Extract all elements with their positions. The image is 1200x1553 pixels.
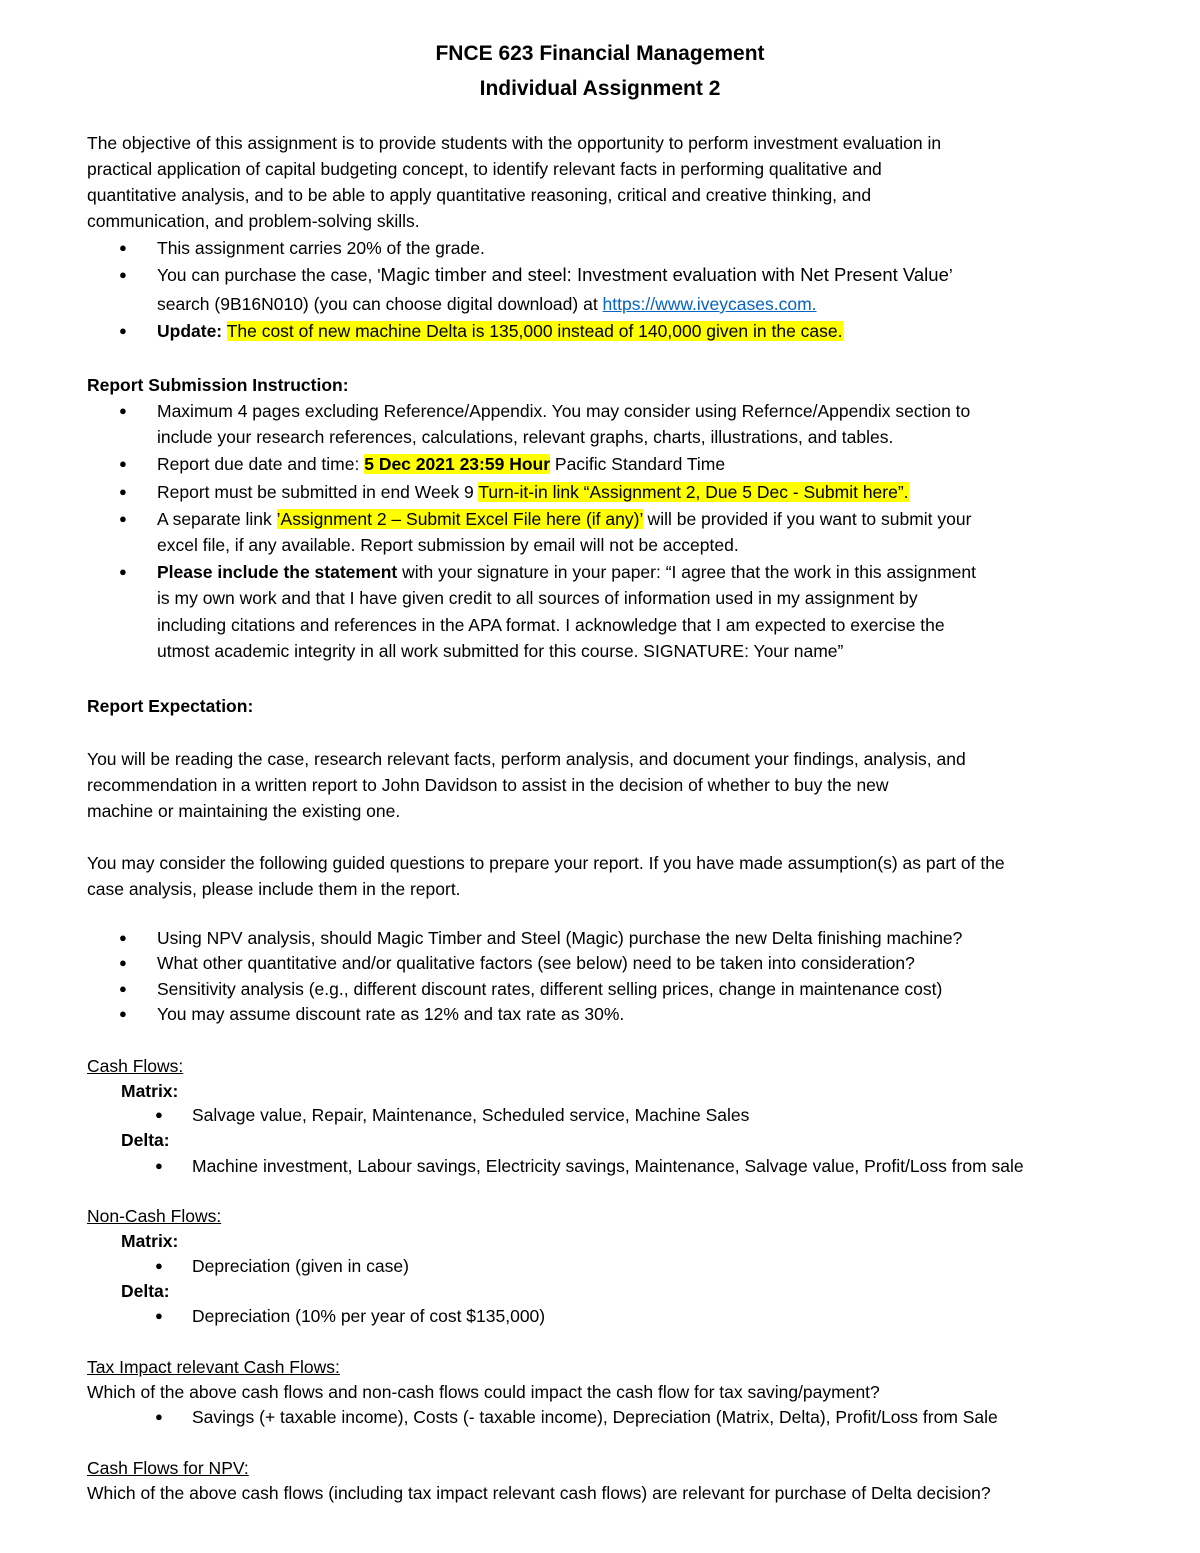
bullet-icon: ● bbox=[119, 1006, 127, 1021]
sub-heading: Matrix: bbox=[121, 1081, 179, 1101]
bullet-icon: ● bbox=[119, 323, 127, 338]
intro-line: practical application of capital budgeting concept, to identify relevant facts in performing qualitative and bbox=[87, 159, 882, 179]
intro-line: communication, and problem-solving skills. bbox=[87, 211, 420, 231]
due-prefix: Report due date and time: bbox=[157, 454, 365, 474]
paragraph-line: case analysis, please include them in the report. bbox=[87, 879, 461, 899]
list-item-continuation: utmost academic integrity in all work submitted for this course. SIGNATURE: Your name” bbox=[157, 641, 844, 661]
list-item-continuation: including citations and references in the APA format. I acknowledge that I am expected to exercise the bbox=[157, 615, 945, 635]
document-title: FNCE 623 Financial Management bbox=[435, 42, 765, 65]
list-item: Sensitivity analysis (e.g., different discount rates, different selling prices, change in maintenance cost) bbox=[157, 979, 943, 999]
paragraph-line: You may consider the following guided questions to prepare your report. If you have made assumption(s) as part of the bbox=[87, 853, 1005, 873]
list-item: Depreciation (given in case) bbox=[192, 1256, 409, 1276]
list-item bbox=[157, 451, 1097, 478]
due-date: 5 Dec 2021 23:59 Hour bbox=[364, 454, 551, 474]
paragraph-line: Which of the above cash flows (including tax impact relevant cash flows) are relevant for purchase of Delta decision? bbox=[87, 1483, 991, 1503]
bullet-icon: ● bbox=[155, 1308, 163, 1323]
list-item: Salvage value, Repair, Maintenance, Scheduled service, Machine Sales bbox=[192, 1105, 750, 1125]
bullet-icon: ● bbox=[155, 1107, 163, 1122]
sub-heading: Delta: bbox=[121, 1130, 170, 1150]
list-item bbox=[157, 479, 1097, 506]
list-item: Machine investment, Labour savings, Electricity savings, Maintenance, Salvage value, Profit/Loss from sale bbox=[192, 1156, 1024, 1176]
purchase-suffix: ’ bbox=[948, 265, 953, 285]
submit-prefix: Report must be submitted in end Week 9 bbox=[157, 482, 479, 502]
excel-prefix: A separate link bbox=[157, 509, 277, 529]
bullet-icon: ● bbox=[119, 564, 127, 579]
section-heading: Report Expectation: bbox=[87, 696, 254, 716]
bullet-icon: ● bbox=[119, 484, 127, 499]
paragraph-line: Which of the above cash flows and non-cash flows could impact the cash flow for tax saving/payment? bbox=[87, 1382, 880, 1402]
list-item bbox=[157, 506, 1097, 533]
statement-text: with your signature in your paper: “I agree that the work in this assignment bbox=[397, 562, 976, 582]
bullet-icon: ● bbox=[155, 1158, 163, 1173]
document-subtitle: Individual Assignment 2 bbox=[479, 77, 721, 100]
paragraph-line: recommendation in a written report to John Davidson to assist in the decision of whether to buy the new bbox=[87, 775, 889, 795]
list-item: Savings (+ taxable income), Costs (- taxable income), Depreciation (Matrix, Delta), Profit/Loss from Sale bbox=[192, 1407, 998, 1427]
list-item-continuation bbox=[157, 291, 1097, 318]
bullet-icon: ● bbox=[155, 1409, 163, 1424]
case-title: Magic timber and steel: Investment evaluation with Net Present Value bbox=[380, 264, 949, 285]
sub-heading: Matrix: bbox=[121, 1231, 179, 1251]
statement-label: Please include the statement bbox=[157, 562, 398, 582]
excel-link-text: ’Assignment 2 – Submit Excel File here (if any)’ bbox=[276, 509, 643, 529]
list-item bbox=[157, 262, 1097, 289]
list-item: What other quantitative and/or qualitative factors (see below) need to be taken into consideration? bbox=[157, 953, 915, 973]
section-heading: Report Submission Instruction: bbox=[87, 375, 349, 395]
bullet-icon: ● bbox=[119, 981, 127, 996]
list-item: Using NPV analysis, should Magic Timber and Steel (Magic) purchase the new Delta finishing machine? bbox=[157, 928, 963, 948]
turnitin-link-text: Turn-it-in link “Assignment 2, Due 5 Dec - Submit here”. bbox=[478, 482, 909, 502]
bullet-icon: ● bbox=[155, 1258, 163, 1273]
purchase-line2: search (9B16N010) (you can choose digital download) at bbox=[157, 294, 603, 314]
section-heading: Tax Impact relevant Cash Flows: bbox=[87, 1357, 340, 1377]
list-item: You may assume discount rate as 12% and tax rate as 30%. bbox=[157, 1004, 625, 1024]
bullet-icon: ● bbox=[119, 456, 127, 471]
update-label: Update: bbox=[157, 321, 223, 341]
list-item: Depreciation (10% per year of cost $135,000) bbox=[192, 1306, 546, 1326]
list-item bbox=[157, 559, 1097, 586]
bullet-icon: ● bbox=[119, 267, 127, 282]
bullet-icon: ● bbox=[119, 240, 127, 255]
bullet-icon: ● bbox=[119, 955, 127, 970]
intro-line: The objective of this assignment is to provide students with the opportunity to perform investment evaluation in bbox=[87, 133, 942, 153]
list-item: Maximum 4 pages excluding Reference/Appendix. You may consider using Refernce/Appendix section to bbox=[157, 401, 971, 421]
due-suffix: Pacific Standard Time bbox=[550, 454, 726, 474]
list-item-continuation: include your research references, calculations, relevant graphs, charts, illustrations, and tables. bbox=[157, 427, 894, 447]
sub-heading: Delta: bbox=[121, 1281, 170, 1301]
intro-line: quantitative analysis, and to be able to apply quantitative reasoning, critical and creative thinking, and bbox=[87, 185, 872, 205]
list-item-continuation: is my own work and that I have given credit to all sources of information used in my assignment by bbox=[157, 588, 918, 608]
list-item: This assignment carries 20% of the grade. bbox=[157, 238, 485, 258]
list-item bbox=[157, 318, 1097, 345]
update-text: The cost of new machine Delta is 135,000 instead of 140,000 given in the case. bbox=[226, 321, 843, 341]
purchase-prefix: You can purchase the case, ' bbox=[157, 265, 381, 285]
paragraph-line: machine or maintaining the existing one. bbox=[87, 801, 401, 821]
section-heading: Non-Cash Flows: bbox=[87, 1206, 222, 1226]
iveycases-link[interactable]: https://www.iveycases.com. bbox=[602, 294, 817, 314]
section-heading: Cash Flows: bbox=[87, 1056, 184, 1076]
section-heading: Cash Flows for NPV: bbox=[87, 1458, 249, 1478]
list-item-continuation: excel file, if any available. Report submission by email will not be accepted. bbox=[157, 535, 739, 555]
excel-suffix: will be provided if you want to submit your bbox=[642, 509, 972, 529]
bullet-icon: ● bbox=[119, 930, 127, 945]
bullet-icon: ● bbox=[119, 511, 127, 526]
bullet-icon: ● bbox=[119, 403, 127, 418]
paragraph-line: You will be reading the case, research relevant facts, perform analysis, and document your findings, analysis, and bbox=[87, 749, 966, 769]
